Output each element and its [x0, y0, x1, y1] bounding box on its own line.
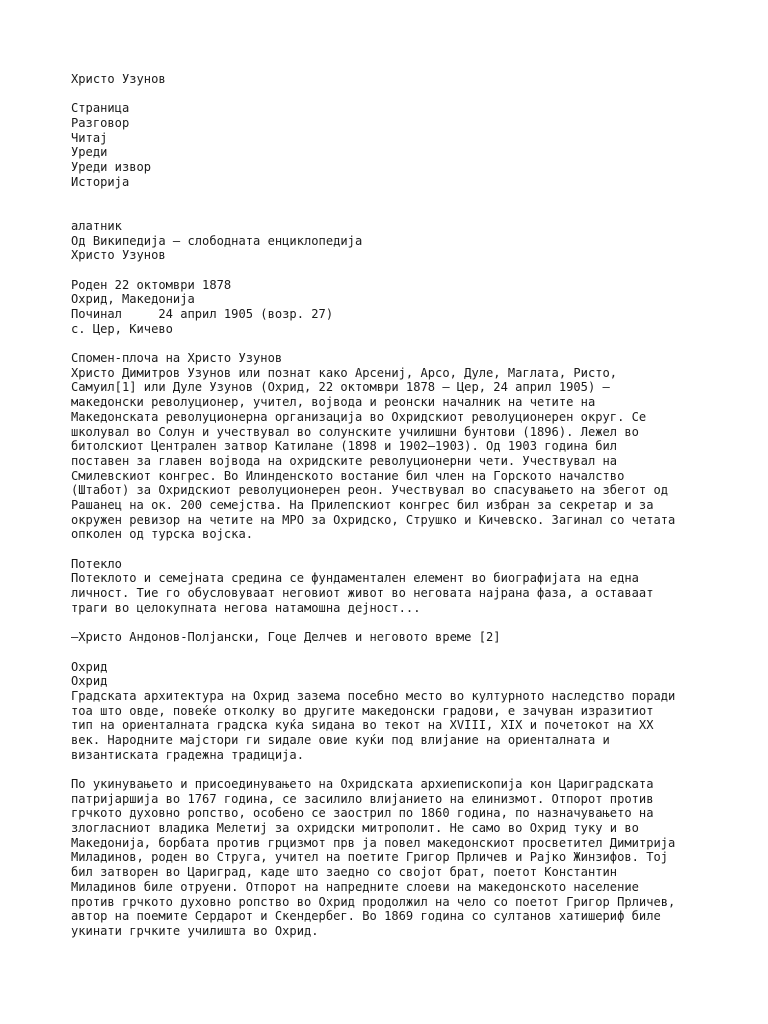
article-page: [71, 72, 711, 939]
paragraph-line: окружен ревизор на четите на МРО за Охридско, Струшко и Кичевско. Загинал со четата: [71, 512, 676, 527]
subheading-ohrid: Охрид: [71, 674, 108, 689]
paragraph-line: злогласниот владика Мелетиј за охридски митрополит. Не само во Охрид туку и во: [71, 821, 639, 836]
paragraph-line: поставен за главен војвода на охридските револуционерни чети. Учествувал на: [71, 453, 618, 468]
paragraph-line: тоа што овде, повеќе отколку во другите македонски градови, е зачуван изразитиот: [71, 703, 654, 718]
paragraph-line: Градската архитектура на Охрид зазема посебно место во културното наследство поради: [71, 688, 676, 703]
paragraph-line: Македонија, борбата против грцизмот прв ја повел македонскиот просветител Димитрија: [71, 835, 676, 850]
infobox-died-place: с. Цер, Кичево: [71, 321, 173, 336]
page-tabs: [71, 101, 711, 189]
tab-history[interactable]: Историја: [71, 174, 130, 189]
page-heading: Христо Узунов: [71, 248, 166, 263]
paragraph-line: против грчкото духовно ропство во Охрид продолжил на чело со поетот Григор Прличев,: [71, 894, 676, 909]
paragraph-line: Самуил[1] или Дуле Узунов (Охрид, 22 октомври 1878 – Цер, 24 април 1905) —: [71, 380, 610, 395]
paragraph-line: тип на ориенталната градска куќа sидана во текот на XVIII, XIX и почетокот на XX: [71, 718, 654, 733]
infobox-born-place: Охрид, Македонија: [71, 292, 195, 307]
quote-line: Потеклото и семејната средина се фундаментален елемент во биографијата на една: [71, 571, 639, 586]
paragraph-line: Македонската револуционерна организација во Охридскиот револуционерен округ. Се: [71, 409, 647, 424]
paragraph-line: бил затворен во Цариград, каде што заедно со својот брат, поетот Константин: [71, 865, 618, 880]
paragraph-line: Миладинов, роден во Струга, учител на поетите Григор Прличев и Рајко Жинзифов. Тој: [71, 850, 669, 865]
infobox: [71, 278, 711, 337]
paragraph-line: Рашанец на ок. 200 семејства. На Прилепскиот конгрес бил избран за секретар и за: [71, 497, 654, 512]
ohrid-paragraph-2: [71, 777, 711, 939]
tab-read[interactable]: Читај: [71, 130, 108, 145]
section-heading-origin: Потекло: [71, 556, 122, 571]
infobox-died: Починал 24 април 1905 (возр. 27): [71, 307, 334, 321]
paragraph-line: патријаршија во 1767 година, се засилило влијанието на елинизмот. Отпорот против: [71, 791, 654, 806]
paragraph-line: Миладинов биле отруени. Отпорот на напредните слоеви на македонското население: [71, 879, 639, 894]
paragraph-line: опколен од турска војска.: [71, 527, 254, 542]
paragraph-line: битолскиот Централен затвор Катилане (1898 и 1902–1903). Од 1903 година бил: [71, 439, 618, 454]
tab-page[interactable]: Страница: [71, 101, 130, 116]
paragraph-line: македонски револуционер, учител, војвода и реонски началник на четите на: [71, 395, 596, 410]
paragraph-line: школувал во Солун и учествувал во солунските училишни бунтови (1896). Лежел во: [71, 424, 639, 439]
image-caption: Спомен-плоча на Христо Узунов: [71, 351, 283, 366]
intro-paragraph: [71, 366, 711, 542]
tools-label[interactable]: алатник: [71, 218, 122, 233]
ohrid-paragraph-1: [71, 689, 711, 762]
infobox-born: Роден 22 октомври 1878: [71, 277, 232, 292]
paragraph-line: век. Народните мајстори ги sидале овие куќи под влијание на ориенталната и: [71, 732, 610, 747]
paragraph-line: грчкото духовно ропство, особено се заострил по 1860 година, по назначувањето на: [71, 806, 654, 821]
tab-edit-source[interactable]: Уреди извор: [71, 160, 152, 175]
paragraph-line: (Штабот) за Охридскиот револуционерен реон. Учествувал во спасувањето на збегот од: [71, 483, 669, 498]
paragraph-line: византиската градежна традиција.: [71, 747, 304, 762]
article-title: Христо Узунов: [71, 72, 166, 86]
site-tagline: Од Википедија — слободната енциклопедија: [71, 233, 363, 248]
quote-attribution: —Христо Андонов-Полјански, Гоце Делчев и неговото време [2]: [71, 630, 501, 645]
paragraph-line: автор на поемите Сердарот и Скендербег. Во 1869 година со султанов хатишериф биле: [71, 909, 661, 924]
origin-quote: [71, 571, 711, 615]
paragraph-line: Христо Димитров Узунов или познат како Арсениј, Арсо, Дуле, Маглата, Ристо,: [71, 365, 618, 380]
tab-talk[interactable]: Разговор: [71, 116, 130, 131]
quote-line: траги во целокупната негова натамошна дејност...: [71, 600, 421, 615]
tab-edit[interactable]: Уреди: [71, 145, 108, 160]
quote-line: личност. Тие го обусловуваат неговиот живот во неговата најрана фаза, а оставаат: [71, 586, 654, 601]
paragraph-line: Смилевскиот конгрес. Во Илинденското востание бил член на Горското началство: [71, 468, 625, 483]
paragraph-line: укинати грчките училишта во Охрид.: [71, 923, 319, 938]
paragraph-line: По укинувањето и присоединувањето на Охридската архиепископија кон Цариградската: [71, 777, 654, 791]
section-heading-ohrid: Охрид: [71, 659, 108, 674]
